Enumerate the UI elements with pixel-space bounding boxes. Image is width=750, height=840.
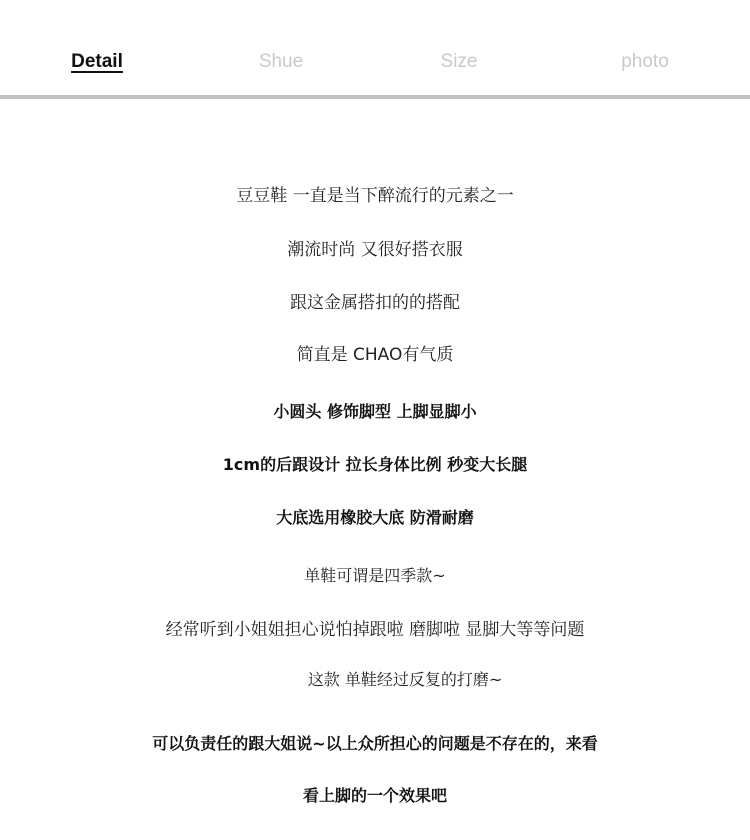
description-line: 这款 单鞋经过反复的打磨~ — [307, 670, 503, 689]
description-section — [0, 99, 750, 840]
description-line: 经常听到小姐姐担心说怕掉跟啦 磨脚啦 显脚大等等问题 — [165, 620, 585, 640]
tab-detail[interactable]: Detail — [71, 51, 123, 72]
description-line-bold: 大底选用橡胶大底 防滑耐磨 — [276, 508, 474, 527]
description-line: 跟这金属搭扣的的搭配 — [290, 293, 460, 313]
description-line: 单鞋可谓是四季款~ — [304, 566, 446, 585]
description-line: 潮流时尚 又很好搭衣服 — [287, 240, 463, 260]
description-line-bold: 可以负责任的跟大姐说~以上众所担心的问题是不存在的，来看 — [152, 734, 598, 753]
description-line: 豆豆鞋 一直是当下醉流行的元素之一 — [236, 186, 514, 206]
description-line: 简直是 CHAO有气质 — [296, 345, 454, 365]
description-line-bold: 看上脚的一个效果吧 — [302, 786, 447, 805]
tab-shue[interactable]: Shue — [258, 51, 304, 72]
tab-size[interactable]: Size — [440, 51, 478, 72]
tab-photo[interactable]: photo — [621, 51, 669, 72]
tab-bar — [0, 0, 750, 95]
description-line-bold: 1cm的后跟设计 拉长身体比例 秒变大长腿 — [222, 455, 528, 474]
description-line-bold: 小圆头 修饰脚型 上脚显脚小 — [273, 402, 477, 421]
